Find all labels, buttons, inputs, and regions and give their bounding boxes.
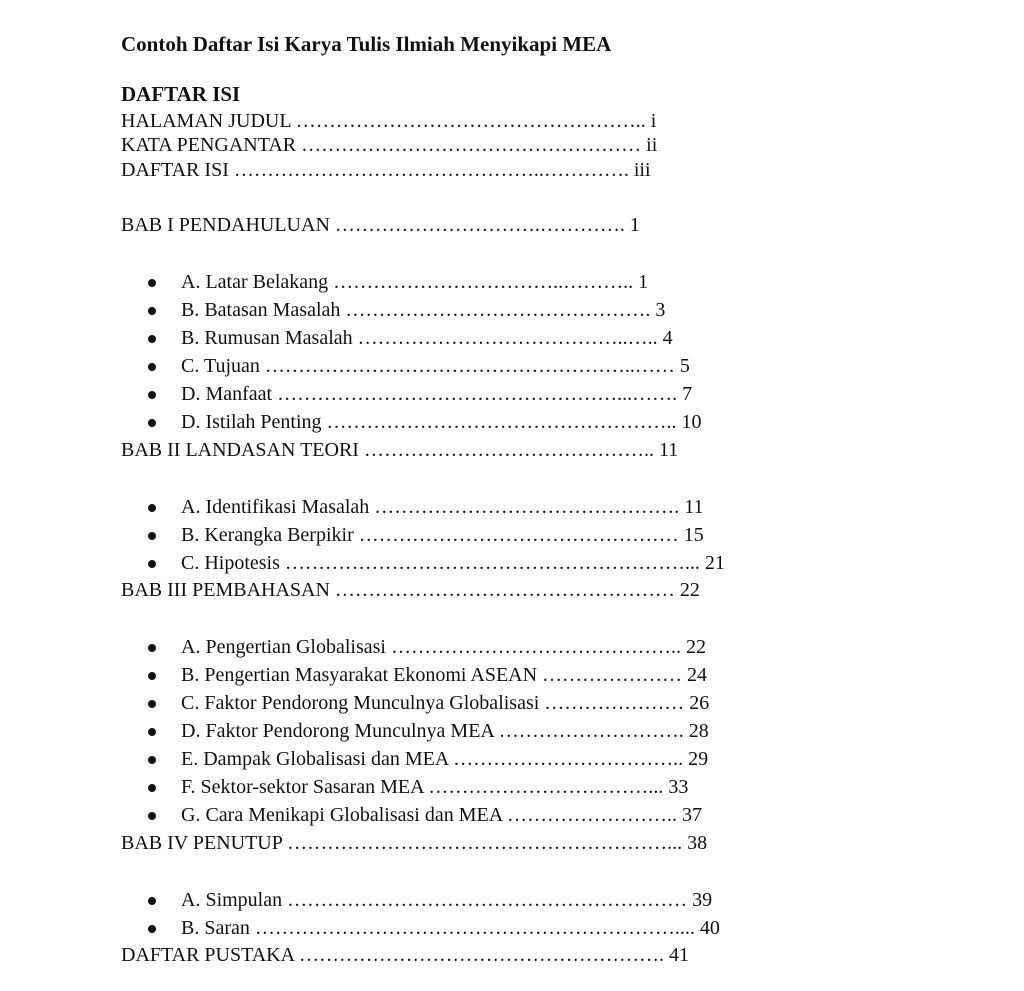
toc-item-cara-menikapi: G. Cara Menikapi Globalisasi dan MEA …………………….. 37 xyxy=(181,804,703,826)
toc-item-kerangka-berpikir: B. Kerangka Berpikir ………………………………………… 15 xyxy=(181,524,704,546)
toc-entry-halaman-judul: HALAMAN JUDUL …………………………………………….. i xyxy=(121,110,657,132)
bullet-icon xyxy=(148,307,156,315)
toc-item-pengertian-mea: B. Pengertian Masyarakat Ekonomi ASEAN ………………… 24 xyxy=(181,664,708,686)
toc-item-faktor-globalisasi: C. Faktor Pendorong Munculnya Globalisasi ………………… 26 xyxy=(181,692,710,714)
toc-chapter-bab-3: BAB III PEMBAHASAN …………………………………………… 22 xyxy=(121,579,700,601)
bullet-icon xyxy=(148,644,156,652)
bullet-icon xyxy=(148,812,156,820)
toc-item-simpulan: A. Simpulan …………………………………………………… 39 xyxy=(181,889,713,911)
toc-item-rumusan-masalah: B. Rumusan Masalah …………………………………..….. 4 xyxy=(181,327,673,349)
toc-item-tujuan: C. Tujuan ………………………………………………..…… 5 xyxy=(181,355,690,377)
toc-item-manfaat: D. Manfaat ……………………………………………...……. 7 xyxy=(181,383,693,405)
toc-entry-daftar-pustaka: DAFTAR PUSTAKA ………………………………………………. 41 xyxy=(121,944,689,966)
toc-item-identifikasi-masalah: A. Identifikasi Masalah ………………………………………. 11 xyxy=(181,496,704,518)
bullet-icon xyxy=(148,756,156,764)
bullet-icon xyxy=(148,363,156,371)
bullet-icon xyxy=(148,279,156,287)
bullet-icon xyxy=(148,672,156,680)
toc-heading: DAFTAR ISI xyxy=(121,82,241,106)
bullet-icon xyxy=(148,504,156,512)
toc-chapter-bab-2: BAB II LANDASAN TEORI …………………………………….. 11 xyxy=(121,439,679,461)
toc-item-batasan-masalah: B. Batasan Masalah ………………………………………. 3 xyxy=(181,299,666,321)
bullet-icon xyxy=(148,560,156,568)
bullet-icon xyxy=(148,391,156,399)
toc-entry-daftar-isi: DAFTAR ISI ………………………………………..…………. iii xyxy=(121,159,651,181)
toc-item-sektor-sasaran: F. Sektor-sektor Sasaran MEA ……………………………... 33 xyxy=(181,776,689,798)
bullet-icon xyxy=(148,897,156,905)
bullet-icon xyxy=(148,728,156,736)
toc-entry-kata-pengantar: KATA PENGANTAR …………………………………………… ii xyxy=(121,134,658,156)
toc-item-saran: B. Saran ……………………………………………………….... 40 xyxy=(181,917,720,939)
toc-item-hipotesis: C. Hipotesis ……………………………………………………... 21 xyxy=(181,552,725,574)
toc-item-faktor-mea: D. Faktor Pendorong Munculnya MEA ………………………. 28 xyxy=(181,720,709,742)
toc-item-pengertian-globalisasi: A. Pengertian Globalisasi …………………………………….. 22 xyxy=(181,636,706,658)
bullet-icon xyxy=(148,925,156,933)
bullet-icon xyxy=(148,532,156,540)
bullet-icon xyxy=(148,784,156,792)
toc-item-dampak: E. Dampak Globalisasi dan MEA …………………………….. 29 xyxy=(181,748,709,770)
toc-item-istilah-penting: D. Istilah Penting …………………………………………….. 10 xyxy=(181,411,702,433)
bullet-icon xyxy=(148,419,156,427)
bullet-icon xyxy=(148,700,156,708)
toc-chapter-bab-1: BAB I PENDAHULUAN ………………………….…………. 1 xyxy=(121,214,640,236)
toc-item-latar-belakang: A. Latar Belakang ……………………………..……….. 1 xyxy=(181,271,649,293)
toc-chapter-bab-4: BAB IV PENUTUP …………………………………………………... 38 xyxy=(121,832,708,854)
document-title: Contoh Daftar Isi Karya Tulis Ilmiah Menyikapi MEA xyxy=(121,32,612,56)
bullet-icon xyxy=(148,335,156,343)
